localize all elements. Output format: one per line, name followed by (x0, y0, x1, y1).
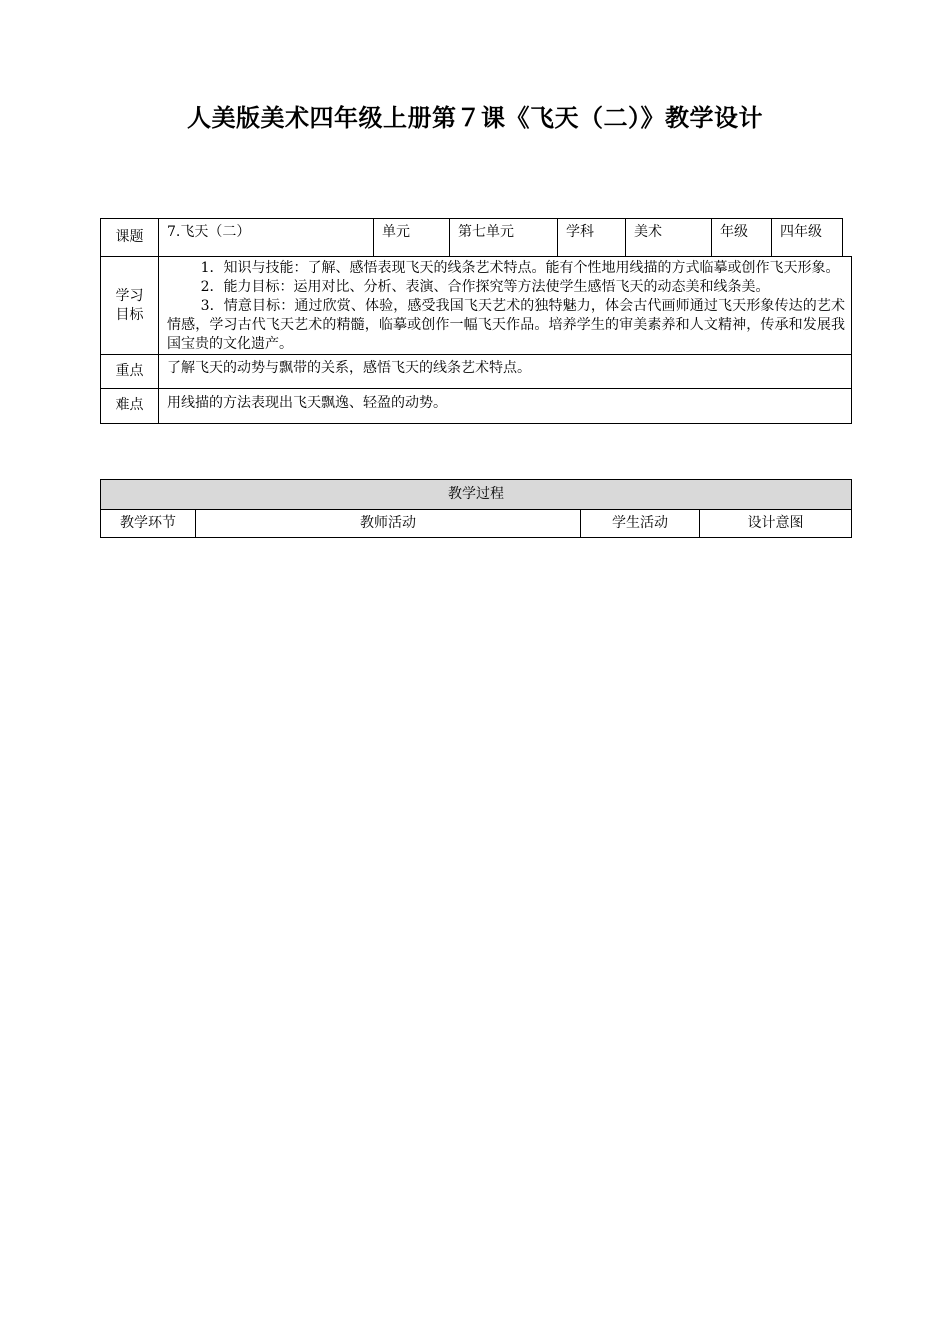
column-student-activity: 学生活动 (581, 510, 700, 538)
goals-content (159, 257, 852, 355)
grade-value: 四年级 (772, 219, 843, 257)
unit-label: 单元 (374, 219, 450, 257)
difficulty-value: 用线描的方法表现出飞天飘逸、轻盈的动势。 (159, 389, 852, 424)
key-point-label: 重点 (101, 355, 159, 389)
key-point-value: 了解飞天的动势与飘带的关系，感悟飞天的线条艺术特点。 (159, 355, 852, 389)
difficulty-row (101, 389, 852, 424)
subject-value: 美术 (626, 219, 712, 257)
goals-row (101, 257, 852, 355)
topic-label: 课题 (101, 219, 159, 257)
goals-label-line1: 学习 (115, 287, 144, 304)
difficulty-label: 难点 (101, 389, 159, 424)
process-header: 教学过程 (101, 480, 852, 510)
info-header-row (101, 219, 852, 257)
process-header-row (101, 480, 852, 510)
column-teaching-stage: 教学环节 (101, 510, 196, 538)
grade-label: 年级 (712, 219, 772, 257)
subject-label: 学科 (558, 219, 626, 257)
lesson-info-table (100, 218, 852, 424)
unit-value: 第七单元 (450, 219, 558, 257)
document-title: 人美版美术四年级上册第７课《飞天（二）》教学设计 (187, 104, 763, 132)
goals-label (101, 257, 159, 355)
key-point-row (101, 355, 852, 389)
goal-item: 1．知识与技能：了解、感悟表现飞天的线条艺术特点。能有个性地用线描的方式临摹或创作飞天形象。 (200, 260, 840, 276)
goal-item: 2．能力目标：运用对比、分析、表演、合作探究等方法使学生感悟飞天的动态美和线条美。 (200, 279, 770, 295)
column-teacher-activity: 教师活动 (196, 510, 581, 538)
goals-label-line2: 目标 (115, 306, 144, 323)
goal-item: 3．情意目标：通过欣赏、体验，感受我国飞天艺术的独特魅力，体会古代画师通过飞天形象传达的艺术情感，学习古代飞天艺术的精髓，临摹或创作一幅飞天作品。培养学生的审美素养和人文精神，传承和发展我国宝贵的文化遗产。 (167, 298, 845, 352)
teaching-process-table (100, 479, 852, 538)
header-spacer (843, 219, 852, 257)
topic-value: 7.飞天（二） (159, 219, 374, 257)
process-columns-row (101, 510, 852, 538)
column-design-intent: 设计意图 (700, 510, 852, 538)
